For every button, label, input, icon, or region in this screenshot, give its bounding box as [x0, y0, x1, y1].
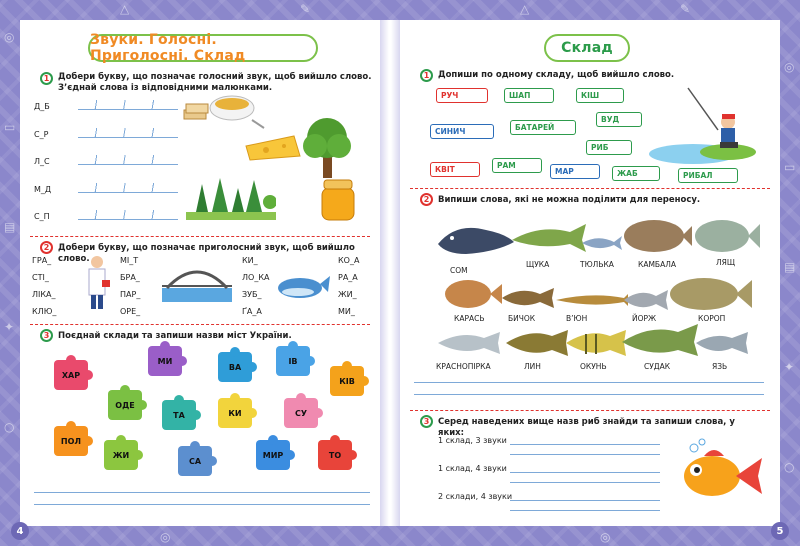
apple-icon: ◎ [600, 530, 611, 544]
syllable-card: ЖАБ [612, 166, 644, 181]
star-icon: ✦ [784, 360, 795, 374]
sprat-image [580, 232, 624, 254]
fish-label: ЛЯЩ [716, 258, 736, 267]
writing-line[interactable] [414, 382, 764, 383]
page-number: 5 [771, 522, 789, 540]
writing-line[interactable] [78, 128, 178, 138]
word-item: КЛЮ_ [32, 307, 57, 316]
pencil-icon: ✎ [300, 2, 311, 16]
puzzle-piece[interactable]: ІВ [276, 346, 310, 376]
perch-image [564, 326, 628, 360]
writing-line[interactable] [510, 444, 660, 445]
apple-icon: ◎ [4, 30, 15, 44]
task-instruction: Добери букву, що позначає голосний звук, щоб вийшло слово. З’єднай слова із відповідними малюнками. [58, 72, 372, 93]
task-number: 1 [40, 72, 53, 85]
section-divider [30, 236, 370, 237]
triangle-icon: △ [120, 2, 130, 16]
writing-line[interactable] [510, 472, 660, 473]
syllable-card: КВІТ [430, 162, 464, 177]
word-item: С_П [34, 212, 50, 221]
apple-icon: ◎ [160, 530, 171, 544]
puzzle-piece[interactable]: КІВ [330, 366, 364, 396]
puzzle-piece[interactable]: КИ [218, 398, 252, 428]
soup-bread-image [182, 88, 267, 136]
writing-line[interactable] [510, 510, 660, 511]
fish-label: ЩУКА [526, 260, 550, 269]
word-item: БРА_ [120, 273, 140, 282]
fish-label: КРАСНОПІРКА [436, 362, 491, 371]
carp-image [666, 274, 754, 314]
zander-image [620, 320, 700, 360]
syllable-card: БАТАРЕЙ [510, 120, 560, 135]
writing-line[interactable] [78, 183, 178, 193]
writing-line[interactable] [510, 500, 660, 501]
fish-label: В’ЮН [566, 314, 588, 323]
fish-label: КАРАСЬ [454, 314, 485, 323]
syllable-card: СИНИЧ [430, 124, 478, 139]
task-number: 1 [420, 69, 433, 82]
bulb-icon: ○ [4, 420, 15, 434]
syllable-blank[interactable] [608, 88, 624, 103]
task-number: 3 [420, 415, 433, 428]
puzzle-piece[interactable]: СУ [284, 398, 318, 428]
section-divider [30, 324, 370, 325]
fish-label: ЙОРЖ [632, 314, 657, 323]
writing-line[interactable] [510, 454, 660, 455]
syllable-blank[interactable] [472, 88, 488, 103]
page-number: 4 [11, 522, 29, 540]
syllable-card: РАМ [492, 158, 526, 173]
ruler-icon: ▭ [4, 120, 16, 134]
ide-image [694, 330, 750, 356]
syllable-blank[interactable] [526, 158, 542, 173]
puzzle-piece[interactable]: МИР [256, 440, 290, 470]
word-item: КИ_ [242, 256, 258, 265]
whale-image [274, 270, 330, 302]
word-item: М_Д [34, 185, 52, 194]
task-item-label: 2 склади, 4 звуки [438, 492, 513, 501]
fish-label: ЯЗЬ [712, 362, 728, 371]
task-instruction: Добери букву, що позначає приголосний звук, щоб вийшло слово. [58, 243, 355, 264]
puzzle-piece[interactable]: ТА [162, 400, 196, 430]
word-item: МИ_ [338, 307, 355, 316]
word-item: ЗУБ_ [242, 290, 262, 299]
syllable-card: МАР [550, 164, 584, 179]
syllable-blank[interactable] [560, 120, 576, 135]
rudd-image [436, 328, 502, 358]
word-item: РА_А [338, 273, 358, 282]
syllable-blank[interactable] [478, 124, 494, 139]
fish-label: ОКУНЬ [580, 362, 607, 371]
bulb-icon: ○ [784, 460, 795, 474]
syllable-blank[interactable] [538, 88, 554, 103]
tench-image [504, 326, 570, 360]
goldfish-image [674, 438, 764, 506]
forest-image [186, 172, 276, 222]
right-page [400, 20, 780, 526]
pike-image [510, 216, 588, 256]
task-item-label: 1 склад, 4 звуки [438, 464, 507, 473]
book-spine [380, 20, 400, 526]
task-instruction: Серед наведених вище назв риб знайди та запиши слова, у яких: [438, 417, 735, 438]
task-number: 2 [40, 241, 53, 254]
syllable-blank[interactable] [722, 168, 738, 183]
section-divider [410, 188, 770, 189]
syllable-blank[interactable] [644, 166, 660, 181]
puzzle-piece[interactable]: ТО [318, 440, 352, 470]
task-instruction: Допиши по одному складу, щоб вийшло слово. [438, 70, 675, 80]
fish-label: КАМБАЛА [638, 260, 676, 269]
puzzle-piece[interactable]: МИ [148, 346, 182, 376]
fish-label: БИЧОК [508, 314, 536, 323]
cheese-image [244, 132, 304, 162]
puzzle-piece[interactable]: ПОЛ [54, 426, 88, 456]
bream-image [692, 216, 762, 256]
section-divider [410, 410, 770, 411]
fisherman-image [648, 80, 758, 166]
syllable-blank[interactable] [464, 162, 480, 177]
writing-line[interactable] [34, 504, 370, 505]
task-item-label: 1 склад, 3 звуки [438, 436, 507, 445]
syllable-card: РИБ [586, 140, 616, 155]
task-number: 3 [40, 329, 53, 342]
word-item: ЛІКА_ [32, 290, 56, 299]
writing-line[interactable] [78, 100, 178, 110]
task-number: 2 [420, 193, 433, 206]
apple-icon: ◎ [784, 60, 795, 74]
honey-jar-image [318, 176, 358, 222]
syllable-blank[interactable] [626, 112, 642, 127]
word-item: ГРА_ [32, 256, 52, 265]
task-instruction: Випиши слова, які не можна поділити для переносу. [438, 195, 701, 205]
syllable-card: РИБАЛ [678, 168, 722, 183]
syllable-card: ВУД [596, 112, 626, 127]
bridge-image [162, 256, 232, 302]
writing-line[interactable] [414, 394, 764, 395]
puzzle-piece[interactable]: ОДЕ [108, 390, 142, 420]
pencil-icon: ✎ [680, 2, 691, 16]
triangle-icon: △ [520, 2, 530, 16]
word-item: ҐА_А [242, 307, 262, 316]
word-item: С_Р [34, 130, 49, 139]
flounder-image [622, 216, 692, 256]
word-item: ЛО_КА [242, 273, 270, 282]
puzzle-piece[interactable]: ЖИ [104, 440, 138, 470]
writing-line[interactable] [34, 492, 370, 493]
goby-image [500, 282, 556, 314]
ruler-icon: ▭ [784, 160, 796, 174]
word-item: ПАР_ [120, 290, 141, 299]
book-icon: ▤ [4, 220, 16, 234]
fish-label: СОМ [450, 266, 468, 275]
word-item: Л_С [34, 157, 50, 166]
writing-line[interactable] [510, 482, 660, 483]
fish-label: ЛИН [524, 362, 541, 371]
tree-image [302, 112, 352, 182]
page-title: Склад [544, 34, 630, 62]
page-title: Звуки. Голосні. Приголосні. Склад [88, 34, 318, 62]
puzzle-piece[interactable]: СА [178, 446, 212, 476]
word-item: ОРЕ_ [120, 307, 141, 316]
syllable-card: РУЧ [436, 88, 472, 103]
syllable-blank[interactable] [616, 140, 632, 155]
puzzle-piece[interactable]: ХАР [54, 360, 88, 390]
task-instruction: Поєднай склади та запиши назви міст України. [58, 331, 292, 341]
syllable-card: КІШ [576, 88, 608, 103]
book-icon: ▤ [784, 260, 796, 274]
puzzle-piece[interactable]: ВА [218, 352, 252, 382]
catfish-image [436, 216, 516, 262]
word-item: КО_А [338, 256, 360, 265]
crucian-image [442, 276, 504, 312]
left-page [20, 20, 380, 526]
writing-line[interactable] [78, 155, 178, 165]
syllable-blank[interactable] [584, 164, 600, 179]
syllable-card: ШАП [504, 88, 538, 103]
writing-line[interactable] [78, 210, 178, 220]
star-icon: ✦ [4, 320, 15, 334]
fish-label: СУДАК [644, 362, 671, 371]
word-item: МІ_Т [120, 256, 139, 265]
word-item: ЖИ_ [338, 290, 357, 299]
fish-label: КОРОП [698, 314, 726, 323]
loach-image [554, 290, 630, 310]
fish-label: ТЮЛЬКА [580, 260, 614, 269]
doctor-image [82, 254, 112, 314]
word-item: СТІ_ [32, 273, 49, 282]
ruffe-image [622, 286, 670, 314]
word-item: Д_Б [34, 102, 50, 111]
